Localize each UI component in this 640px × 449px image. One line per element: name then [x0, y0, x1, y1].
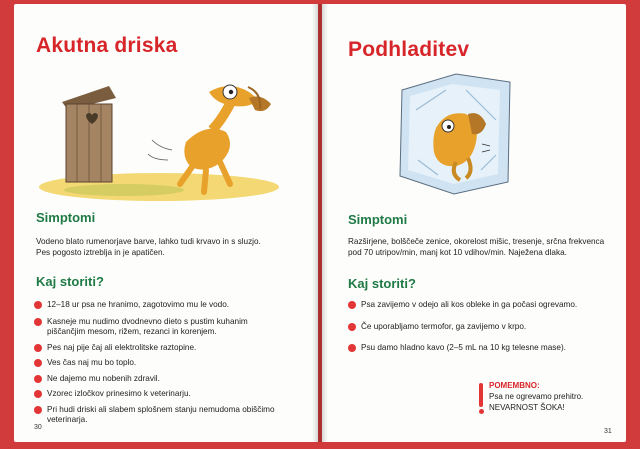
right-page-number: 31 [604, 428, 612, 435]
notice-title: POMEMBNO: [489, 381, 540, 390]
left-actions-heading: Kaj storiti? [36, 274, 104, 289]
left-actions-list [34, 300, 314, 426]
notice-line: Psa ne ogrevamo prehitro. [489, 392, 584, 401]
right-symptoms-line: Razširjene, bolščeče zenice, okorelost mišic, tresenje, srčna frekvenca [348, 237, 605, 246]
left-symptoms-heading: Simptomi [36, 210, 96, 225]
list-item: Psu damo hladno kavo (2–5 mL na 10 kg telesne mase). [348, 343, 618, 354]
list-item: Ne dajemo mu nobenih zdravil. [34, 374, 314, 385]
list-item: Pes naj pije čaj ali elektrolitske raztopine. [34, 343, 314, 354]
bullet-dot-icon [34, 344, 42, 352]
left-page-number: 30 [34, 424, 42, 431]
left-page [14, 4, 318, 442]
list-item: Kasneje mu nudimo dvodnevno dieto s pustim kuhanim piščančjim mesom, rižem, rezanci in korenjem. [34, 317, 314, 338]
left-symptoms-line: Pes pogosto iztreblja in je apatičen. [36, 248, 165, 257]
left-symptoms-text [36, 236, 261, 258]
list-item: Če uporabljamo termofor, ga zavijemo v krpo. [348, 322, 618, 333]
list-item: Ves čas naj mu bo toplo. [34, 358, 314, 369]
notice-warning: NEVARNOST ŠOKA! [489, 403, 565, 412]
list-item: 12–18 ur psa ne hranimo, zagotovimo mu le vodo. [34, 300, 314, 311]
bullet-dot-icon [34, 318, 42, 326]
list-item: Pri hudi driski ali slabem splošnem stanju nemudoma obiščimo veterinarja. [34, 405, 314, 426]
bullet-dot-icon [34, 406, 42, 414]
bullet-dot-icon [34, 301, 42, 309]
right-symptoms-text [348, 236, 604, 258]
frozen-dog-illustration [396, 70, 516, 200]
list-item: Psa zavijemo v odejo ali kos obleke in ga počasi ogrevamo. [348, 300, 618, 311]
right-page-title: Podhladitev [348, 38, 470, 61]
left-symptoms-line: Vodeno blato rumenorjave barve, lahko tudi krvavo in s sluzjo. [36, 237, 261, 246]
list-item: Vzorec izločkov prinesimo k veterinarju. [34, 389, 314, 400]
bullet-dot-icon [34, 359, 42, 367]
exclamation-dot-icon [479, 409, 484, 414]
bullet-dot-icon [348, 344, 356, 352]
bullet-dot-icon [348, 301, 356, 309]
bullet-dot-icon [348, 323, 356, 331]
outhouse-dog-illustration [34, 72, 284, 202]
left-page-title: Akutna driska [36, 34, 178, 57]
right-symptoms-heading: Simptomi [348, 212, 408, 227]
right-actions-heading: Kaj storiti? [348, 276, 416, 291]
bullet-dot-icon [34, 390, 42, 398]
exclamation-icon [479, 383, 483, 407]
bullet-dot-icon [34, 375, 42, 383]
right-symptoms-line: pod 70 utripov/min, manj kot 10 vdihov/min. Naježena dlaka. [348, 248, 567, 257]
right-actions-list [348, 300, 618, 354]
right-page [322, 4, 626, 442]
book-gutter [312, 4, 328, 442]
